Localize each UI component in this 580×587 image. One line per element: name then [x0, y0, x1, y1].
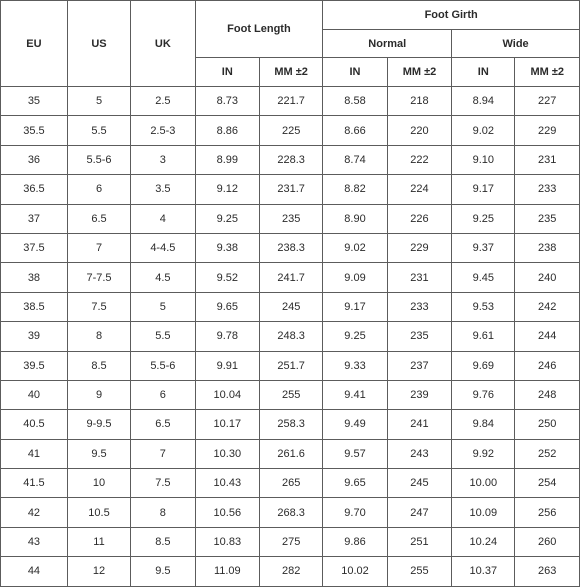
cell-wide-in: 10.24: [452, 527, 515, 556]
cell-length-in: 9.25: [195, 204, 259, 233]
cell-length-in: 9.38: [195, 233, 259, 262]
cell-normal-in: 9.86: [323, 527, 387, 556]
cell-normal-in: 8.58: [323, 87, 387, 116]
cell-normal-mm: 247: [387, 498, 451, 527]
cell-wide-mm: 227: [515, 87, 580, 116]
cell-eu: 39: [1, 322, 68, 351]
cell-normal-mm: 218: [387, 87, 451, 116]
table-row: [1, 322, 580, 351]
cell-eu: 35: [1, 87, 68, 116]
cell-length-mm: 248.3: [260, 322, 323, 351]
cell-length-in: 10.30: [195, 439, 259, 468]
cell-normal-mm: 233: [387, 292, 451, 321]
cell-normal-mm: 251: [387, 527, 451, 556]
cell-eu: 41: [1, 439, 68, 468]
cell-length-mm: 228.3: [260, 145, 323, 174]
cell-normal-mm: 245: [387, 469, 451, 498]
cell-length-mm: 268.3: [260, 498, 323, 527]
cell-normal-mm: 222: [387, 145, 451, 174]
cell-wide-mm: 254: [515, 469, 580, 498]
table-row: [1, 175, 580, 204]
cell-wide-in: 9.45: [452, 263, 515, 292]
cell-wide-mm: 238: [515, 233, 580, 262]
cell-wide-in: 10.00: [452, 469, 515, 498]
cell-length-in: 10.56: [195, 498, 259, 527]
cell-length-in: 9.78: [195, 322, 259, 351]
table-row: [1, 292, 580, 321]
header-us: US: [67, 1, 130, 87]
cell-uk: 9.5: [131, 557, 195, 586]
cell-normal-in: 9.33: [323, 351, 387, 380]
header-length-mm: MM ±2: [260, 58, 323, 87]
header-wide-in: IN: [452, 58, 515, 87]
cell-length-mm: 255: [260, 380, 323, 409]
table-row: [1, 87, 580, 116]
cell-normal-in: 8.66: [323, 116, 387, 145]
cell-length-in: 10.83: [195, 527, 259, 556]
cell-eu: 44: [1, 557, 68, 586]
cell-uk: 2.5-3: [131, 116, 195, 145]
cell-length-mm: 235: [260, 204, 323, 233]
table-row: [1, 498, 580, 527]
cell-wide-mm: 240: [515, 263, 580, 292]
cell-wide-in: 10.09: [452, 498, 515, 527]
table-row: [1, 263, 580, 292]
cell-normal-mm: 241: [387, 410, 451, 439]
cell-normal-in: 9.65: [323, 469, 387, 498]
cell-uk: 3: [131, 145, 195, 174]
cell-uk: 5.5: [131, 322, 195, 351]
cell-wide-mm: 250: [515, 410, 580, 439]
cell-us: 9: [67, 380, 130, 409]
cell-eu: 38: [1, 263, 68, 292]
cell-wide-in: 9.17: [452, 175, 515, 204]
cell-wide-mm: 252: [515, 439, 580, 468]
cell-us: 10.5: [67, 498, 130, 527]
cell-length-in: 11.09: [195, 557, 259, 586]
cell-eu: 42: [1, 498, 68, 527]
cell-normal-in: 9.57: [323, 439, 387, 468]
cell-normal-mm: 231: [387, 263, 451, 292]
header-foot-length: Foot Length: [195, 1, 323, 58]
cell-us: 5.5-6: [67, 145, 130, 174]
header-wide: Wide: [452, 30, 580, 58]
cell-normal-mm: 235: [387, 322, 451, 351]
cell-normal-in: 9.02: [323, 233, 387, 262]
header-foot-girth: Foot Girth: [323, 1, 580, 30]
cell-length-mm: 258.3: [260, 410, 323, 439]
cell-length-mm: 261.6: [260, 439, 323, 468]
cell-length-in: 10.43: [195, 469, 259, 498]
cell-wide-mm: 260: [515, 527, 580, 556]
cell-normal-in: 9.70: [323, 498, 387, 527]
cell-length-mm: 221.7: [260, 87, 323, 116]
cell-wide-in: 9.69: [452, 351, 515, 380]
cell-eu: 35.5: [1, 116, 68, 145]
cell-length-mm: 238.3: [260, 233, 323, 262]
cell-normal-mm: 237: [387, 351, 451, 380]
cell-eu: 36: [1, 145, 68, 174]
cell-wide-in: 8.94: [452, 87, 515, 116]
cell-wide-in: 9.25: [452, 204, 515, 233]
cell-uk: 4-4.5: [131, 233, 195, 262]
cell-length-in: 9.91: [195, 351, 259, 380]
cell-length-mm: 265: [260, 469, 323, 498]
cell-wide-in: 10.37: [452, 557, 515, 586]
cell-wide-mm: 244: [515, 322, 580, 351]
cell-normal-in: 9.49: [323, 410, 387, 439]
header-length-in: IN: [195, 58, 259, 87]
cell-wide-mm: 256: [515, 498, 580, 527]
cell-eu: 40: [1, 380, 68, 409]
cell-us: 7-7.5: [67, 263, 130, 292]
table-row: [1, 527, 580, 556]
cell-length-mm: 282: [260, 557, 323, 586]
table-row: [1, 351, 580, 380]
cell-length-in: 8.73: [195, 87, 259, 116]
cell-normal-mm: 255: [387, 557, 451, 586]
cell-uk: 8.5: [131, 527, 195, 556]
cell-wide-mm: 233: [515, 175, 580, 204]
cell-wide-mm: 229: [515, 116, 580, 145]
cell-us: 8: [67, 322, 130, 351]
header-normal-mm: MM ±2: [387, 58, 451, 87]
cell-uk: 3.5: [131, 175, 195, 204]
cell-normal-in: 9.09: [323, 263, 387, 292]
cell-length-in: 9.12: [195, 175, 259, 204]
cell-us: 5.5: [67, 116, 130, 145]
cell-wide-mm: 248: [515, 380, 580, 409]
cell-wide-in: 9.76: [452, 380, 515, 409]
table-row: [1, 439, 580, 468]
table-row: [1, 116, 580, 145]
table-row: [1, 410, 580, 439]
cell-wide-in: 9.84: [452, 410, 515, 439]
cell-length-in: 10.17: [195, 410, 259, 439]
cell-length-in: 8.86: [195, 116, 259, 145]
cell-wide-mm: 263: [515, 557, 580, 586]
cell-us: 7.5: [67, 292, 130, 321]
cell-uk: 2.5: [131, 87, 195, 116]
cell-wide-in: 9.02: [452, 116, 515, 145]
cell-length-mm: 231.7: [260, 175, 323, 204]
header-wide-mm: MM ±2: [515, 58, 580, 87]
cell-uk: 7.5: [131, 469, 195, 498]
cell-uk: 6: [131, 380, 195, 409]
cell-normal-in: 8.74: [323, 145, 387, 174]
cell-normal-in: 10.02: [323, 557, 387, 586]
cell-eu: 43: [1, 527, 68, 556]
cell-eu: 41.5: [1, 469, 68, 498]
cell-wide-in: 9.53: [452, 292, 515, 321]
cell-us: 6.5: [67, 204, 130, 233]
cell-eu: 37: [1, 204, 68, 233]
cell-normal-in: 8.90: [323, 204, 387, 233]
cell-uk: 7: [131, 439, 195, 468]
cell-length-in: 9.52: [195, 263, 259, 292]
cell-normal-mm: 224: [387, 175, 451, 204]
table-row: [1, 469, 580, 498]
cell-uk: 6.5: [131, 410, 195, 439]
cell-us: 5: [67, 87, 130, 116]
cell-normal-in: 9.17: [323, 292, 387, 321]
cell-normal-mm: 243: [387, 439, 451, 468]
table-row: [1, 233, 580, 262]
cell-us: 9.5: [67, 439, 130, 468]
cell-normal-mm: 226: [387, 204, 451, 233]
cell-uk: 8: [131, 498, 195, 527]
header-normal: Normal: [323, 30, 452, 58]
cell-length-mm: 245: [260, 292, 323, 321]
cell-normal-mm: 220: [387, 116, 451, 145]
cell-wide-in: 9.37: [452, 233, 515, 262]
cell-length-mm: 241.7: [260, 263, 323, 292]
cell-length-mm: 225: [260, 116, 323, 145]
table-row: [1, 557, 580, 586]
cell-us: 11: [67, 527, 130, 556]
cell-normal-in: 9.41: [323, 380, 387, 409]
cell-us: 6: [67, 175, 130, 204]
cell-us: 7: [67, 233, 130, 262]
cell-wide-mm: 235: [515, 204, 580, 233]
cell-eu: 40.5: [1, 410, 68, 439]
cell-wide-in: 9.92: [452, 439, 515, 468]
table-row: [1, 380, 580, 409]
cell-normal-mm: 229: [387, 233, 451, 262]
cell-eu: 37.5: [1, 233, 68, 262]
header-eu: EU: [1, 1, 68, 87]
cell-normal-in: 8.82: [323, 175, 387, 204]
cell-uk: 4: [131, 204, 195, 233]
cell-us: 9-9.5: [67, 410, 130, 439]
cell-normal-mm: 239: [387, 380, 451, 409]
cell-length-mm: 251.7: [260, 351, 323, 380]
cell-eu: 39.5: [1, 351, 68, 380]
cell-length-mm: 275: [260, 527, 323, 556]
cell-wide-mm: 246: [515, 351, 580, 380]
cell-normal-in: 9.25: [323, 322, 387, 351]
header-uk: UK: [131, 1, 195, 87]
cell-wide-mm: 242: [515, 292, 580, 321]
header-normal-in: IN: [323, 58, 387, 87]
cell-length-in: 10.04: [195, 380, 259, 409]
cell-eu: 38.5: [1, 292, 68, 321]
cell-wide-in: 9.10: [452, 145, 515, 174]
table-row: [1, 145, 580, 174]
cell-wide-mm: 231: [515, 145, 580, 174]
cell-uk: 4.5: [131, 263, 195, 292]
cell-us: 12: [67, 557, 130, 586]
cell-eu: 36.5: [1, 175, 68, 204]
size-chart-body: [1, 87, 580, 587]
cell-us: 10: [67, 469, 130, 498]
cell-length-in: 8.99: [195, 145, 259, 174]
table-row: [1, 204, 580, 233]
cell-wide-in: 9.61: [452, 322, 515, 351]
cell-us: 8.5: [67, 351, 130, 380]
cell-length-in: 9.65: [195, 292, 259, 321]
cell-uk: 5.5-6: [131, 351, 195, 380]
cell-uk: 5: [131, 292, 195, 321]
